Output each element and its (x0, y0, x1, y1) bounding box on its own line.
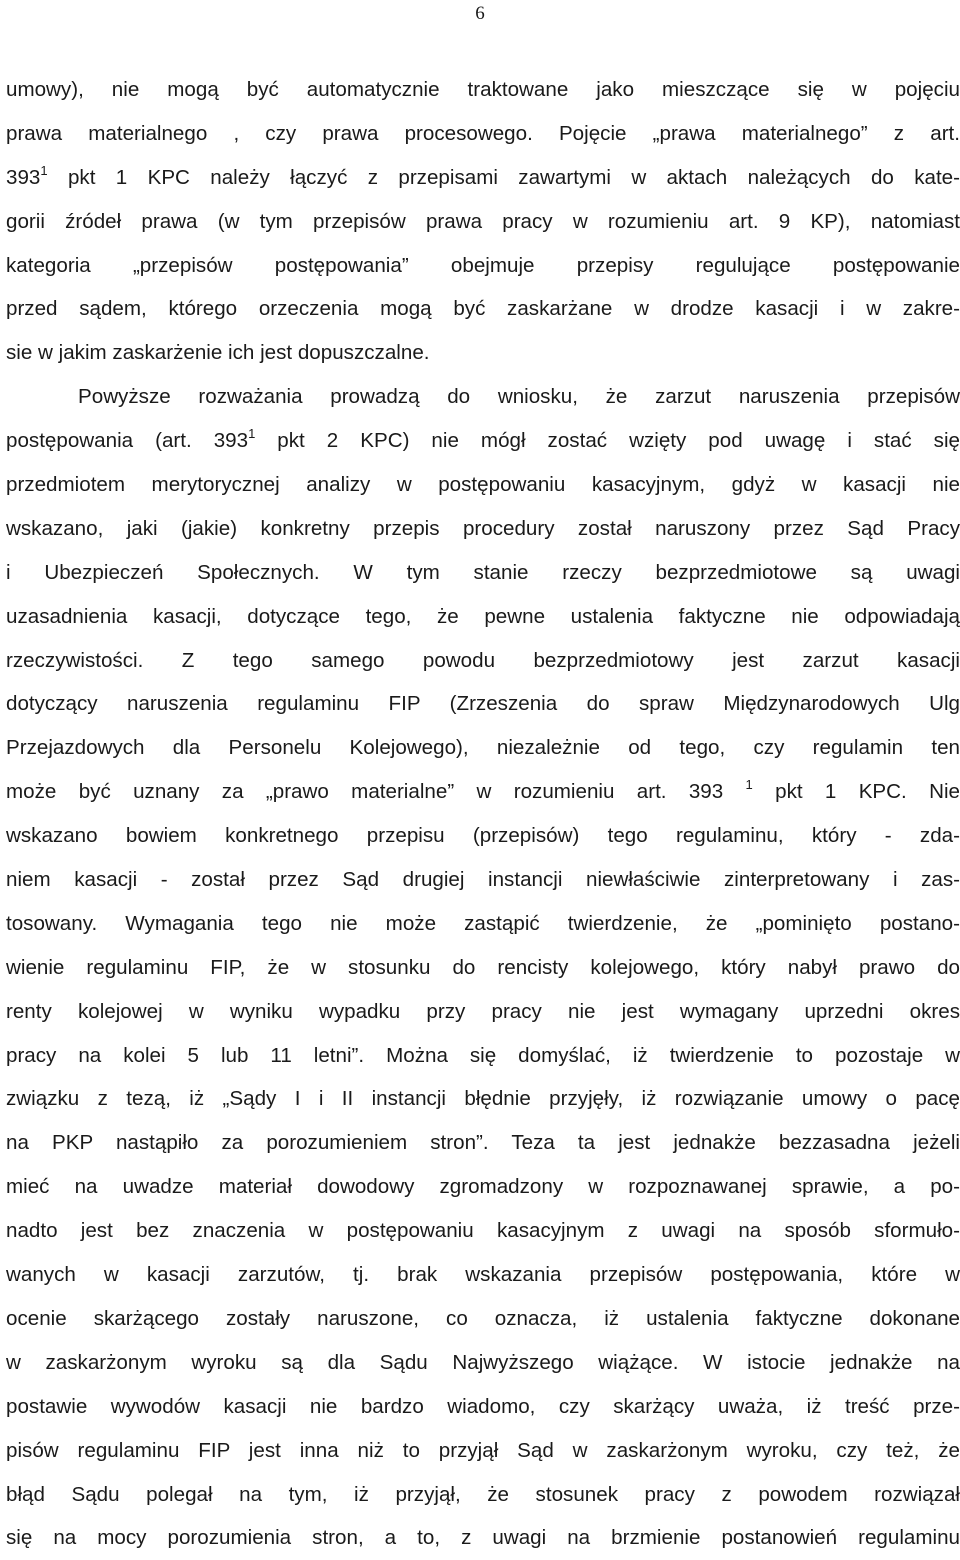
text-line: postawie wywodów kasacji nie bardzo wiadomo, czy skarżący uważa, iż treść prze- (6, 1394, 960, 1418)
text-line: związku z tezą, iż „Sądy I i II instancji błędnie przyjęły, iż rozwiązanie umowy o pacę (6, 1087, 960, 1111)
text-line: mieć na uwadze materiał dowodowy zgromadzony w rozpoznawanej sprawie, a po- (6, 1175, 960, 1199)
text-line (6, 770, 960, 814)
text-line: i Ubezpieczeń Społecznych. W tym stanie rzeczy bezprzedmiotowe są uwagi (6, 560, 960, 584)
text-segment: postępowania (art. 393 (6, 429, 249, 453)
text-line: wskazano, jaki (jakie) konkretny przepis procedury został naruszony przez Sąd Pracy (6, 516, 960, 540)
text-line: gorii źródeł prawa (w tym przepisów prawa pracy w rozumieniu art. 9 KP), natomiast (6, 209, 960, 233)
text-segment: może być uznany za „prawo materialne” w rozumieniu art. 393 (6, 780, 746, 804)
text-line: umowy), nie mogą być automatycznie traktowane jako mieszczące się w pojęciu (6, 78, 960, 101)
text-line: przedmiotem merytorycznej analizy w postępowaniu kasacyjnym, gdyż w kasacji nie (6, 473, 960, 497)
text-line: w zaskarżonym wyroku są dla Sądu Najwyższego wiążące. W istocie jednakże na (6, 1350, 960, 1374)
text-line: się na mocy porozumienia stron, a to, z uwagi na brzmienie postanowień regulaminu (6, 1526, 960, 1550)
text-line: prawa materialnego , czy prawa procesowego. Pojęcie „prawa materialnego” z art. (6, 121, 960, 145)
text-line: Powyższe rozważania prowadzą do wniosku, że zarzut naruszenia przepisów (78, 385, 960, 409)
text-line: nadto jest bez znaczenia w postępowaniu kasacyjnym z uwagi na sposób sformuło- (6, 1219, 960, 1243)
text-segment: pkt 2 KPC) nie mógł zostać wzięty pod uwagę i stać się (255, 429, 960, 453)
text-line: Przejazdowych dla Personelu Kolejowego), niezależnie od tego, czy regulamin ten (6, 736, 960, 760)
text-line: kategoria „przepisów postępowania” obejmuje przepisy regulujące postępowanie (6, 253, 960, 277)
document-body (6, 68, 960, 1560)
text-line: rzeczywistości. Z tego samego powodu bezprzedmiotowy jest zarzut kasacji (6, 648, 960, 672)
text-line: pisów regulaminu FIP jest inna niż to przyjął Sąd w zaskarżonym wyroku, czy też, że (6, 1438, 960, 1462)
superscript: 1 (745, 777, 753, 793)
text-line: na PKP nastąpiło za porozumieniem stron”. Teza ta jest jednakże bezzasadna jeżeli (6, 1131, 960, 1155)
text-line: dotyczący naruszenia regulaminu FIP (Zrzeszenia do spraw Międzynarodowych Ulg (6, 692, 960, 716)
page-number: 6 (475, 3, 485, 24)
text-line: wskazano bowiem konkretnego przepisu (przepisów) tego regulaminu, który - zda- (6, 824, 960, 848)
text-line: sie w jakim zaskarżenie ich jest dopuszczalne. (6, 341, 430, 365)
text-line: niem kasacji - został przez Sąd drugiej instancji niewłaściwie zinterpretowany i zas- (6, 868, 960, 892)
text-line: pracy na kolei 5 lub 11 letni”. Można się domyślać, iż twierdzenie to pozostaje w (6, 1043, 960, 1067)
text-line: uzasadnienia kasacji, dotyczące tego, że pewne ustalenia faktyczne nie odpowiadają (6, 604, 960, 628)
text-line (6, 419, 960, 463)
text-line: błąd Sądu polegał na tym, iż przyjął, że stosunek pracy z powodem rozwiązał (6, 1482, 960, 1506)
text-line: wanych w kasacji zarzutów, tj. brak wskazania przepisów postępowania, które w (6, 1263, 960, 1287)
text-line: tosowany. Wymagania tego nie może zastąpić twierdzenie, że „pominięto postano- (6, 911, 960, 935)
text-segment: 393 (6, 165, 41, 189)
superscript: 1 (248, 426, 256, 442)
text-line: ocenie skarżącego zostały naruszone, co oznacza, iż ustalenia faktyczne dokonane (6, 1306, 960, 1330)
text-line: renty kolejowej w wyniku wypadku przy pracy nie jest wymagany uprzedni okres (6, 999, 960, 1023)
superscript: 1 (40, 162, 48, 178)
text-segment: pkt 1 KPC należy łączyć z przepisami zawartymi w aktach należących do kate- (47, 165, 960, 189)
text-segment: pkt 1 KPC. Nie (752, 780, 960, 804)
text-line (6, 156, 960, 200)
text-line: wienie regulaminu FIP, że w stosunku do rencisty kolejowego, który nabył prawo do (6, 955, 960, 979)
text-line: przed sądem, którego orzeczenia mogą być zaskarżane w drodze kasacji i w zakre- (6, 297, 960, 321)
